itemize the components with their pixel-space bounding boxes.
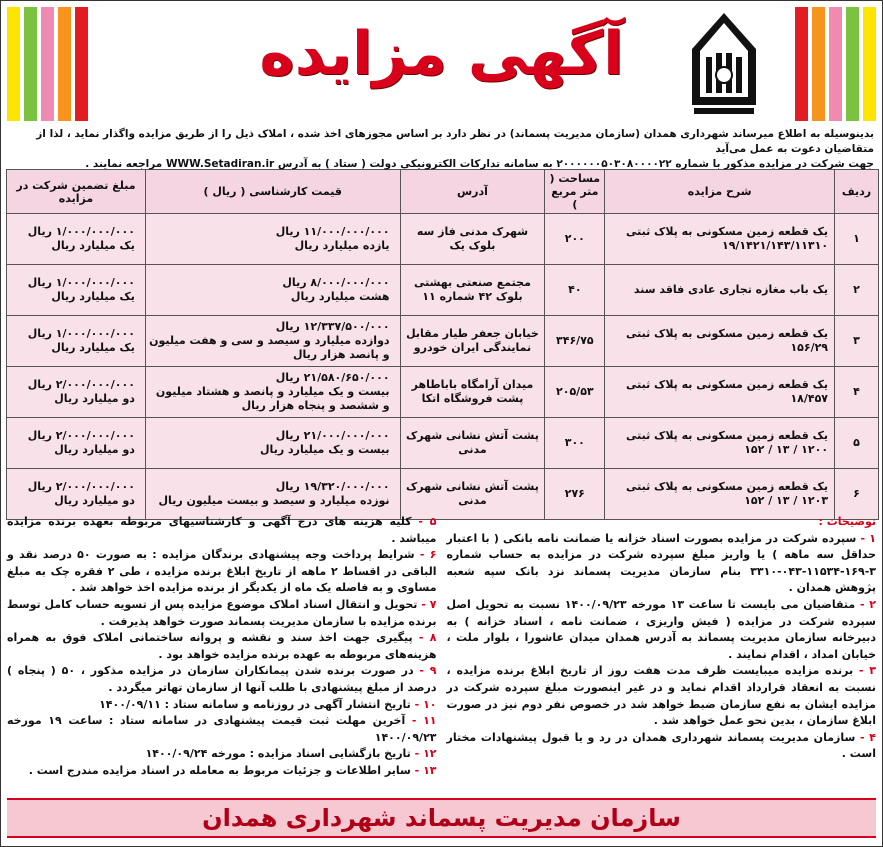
column-header-description: شرح مزایده [605,170,835,214]
row-description: یک قطعه زمین مسکونی به پلاک ثبتی ۱۲۰۳ / ۱۳ / ۱۵۲ [605,469,835,520]
row-number: ۴ [835,367,879,418]
guarantee-words: یک میلیارد ریال [51,239,135,252]
column-header-row-number: ردیف [835,170,879,214]
guarantee-words: دو میلیارد ریال [54,443,135,456]
note-item [7,663,437,696]
guarantee-digits: ۲/۰۰۰/۰۰۰/۰۰۰ ریال [27,429,135,442]
note-number: ۲ - [859,597,876,611]
note-number: ۱ - [860,531,876,545]
row-price [145,214,400,265]
column-header-guarantee: مبلغ تضمین شرکت در مزایده [7,170,146,214]
row-price [145,469,400,520]
price-digits: ۱۹/۳۲۰/۰۰۰/۰۰۰ ریال [275,480,390,493]
note-item [447,531,877,597]
row-price [145,316,400,367]
note-item [7,746,437,763]
note-item [7,697,437,714]
intro-text [1,127,882,169]
row-area: ۴۰ [545,265,605,316]
note-item [7,597,437,630]
price-words: بیست و یک میلیارد و پانصد و هشتاد میلیون و ششصد و پنجاه هزار ریال [155,385,390,412]
table-row [7,214,879,265]
note-number: ۱۲ - [414,747,437,761]
intro-line-2: جهت شرکت در مزایده مذکور با شماره ۲۰۰۰۰۰۰۵۰۳۰۸۰۰۰۰۲۲ به سامانه تدارکات الکترونیکی دولت ( ستاد ) به آدرس WWW.Setadiran.ir مراجعه نمایند . [85,158,874,170]
note-number: ۵ - [418,515,437,528]
column-header-address: آدرس [400,170,545,214]
header [1,1,882,127]
note-item [447,730,877,763]
table-row [7,469,879,520]
note-text: سایر اطلاعات و جزئیات مربوط به معامله در اسناد مزایده مندرج است . [28,763,411,777]
hamedan-municipality-logo-icon [684,9,764,119]
auction-table [6,169,879,520]
note-text: کلیه هزینه های درج آگهی و کارشناسیهای مربوطه بعهده برنده مزایده میباشد . [7,515,437,545]
price-words: هشت میلیارد ریال [290,290,390,303]
row-number: ۶ [835,469,879,520]
table-row [7,265,879,316]
note-number: ۶ - [419,548,437,562]
note-item [7,630,437,663]
row-area: ۲۰۰ [545,214,605,265]
row-description: یک قطعه زمین مسکونی به پلاک ثبتی ۱۲۰۰ / ۱۳ / ۱۵۲ [605,418,835,469]
row-address: پشت آتش نشانی شهرک مدنی [400,418,545,469]
notes-column-right [447,514,877,794]
row-price [145,418,400,469]
row-number: ۲ [835,265,879,316]
note-item [447,597,877,663]
guarantee-digits: ۲/۰۰۰/۰۰۰/۰۰۰ ریال [27,480,135,493]
row-address: میدان آرامگاه باباطاهر پشت فروشگاه اتکا [400,367,545,418]
row-address: خیابان جعفر طیار مقابل نمایندگی ایران خودرو [400,316,545,367]
price-words: نوزده میلیارد و سیصد و بیست میلیون ریال [158,494,390,507]
row-guarantee [7,265,146,316]
note-number: ۴ - [860,730,876,744]
price-words: یازده میلیارد ریال [294,239,390,252]
table-row [7,316,879,367]
note-item [7,713,437,746]
row-area: ۲۰۵/۵۳ [545,367,605,418]
note-text: شرایط پرداخت وجه پیشنهادی برندگان مزایده : به صورت ۵۰ درصد نقد و الباقی در اقساط ۲ ماهه از تاریخ ابلاغ برنده مزایده ، طی ۲ فقره چک به مبلغ مساوی و به فاصله یک ماه از یکدیگر از برنده مزایده اخذ خواهد شد . [7,548,437,595]
row-price [145,367,400,418]
note-text: در صورت برنده شدن پیمانکاران سازمان در مزایده مذکور ، ۵۰ ( پنجاه ) درصد از مبلغ پیشنهادی با طلب آنها از سازمان تهاتر میگردد . [7,664,437,694]
price-words: بیست و یک میلیارد ریال [260,443,390,456]
note-text: پیگیری جهت اخذ سند و نقشه و پروانه ساختمانی املاک فوق به همراه هزینه‌های مربوطه به عهده برنده مزایده خواهد بود . [7,631,437,661]
row-price [145,265,400,316]
price-words: دوازده میلیارد و سیصد و سی و هفت میلیون و پانصد هزار ریال [149,334,390,361]
row-guarantee [7,316,146,367]
note-text: تاریخ بازگشایی اسناد مزایده : مورخه ۱۴۰۰/۰۹/۲۴ [145,747,411,761]
intro-line-1: بدینوسیله به اطلاع میرساند شهرداری همدان (سازمان مدیریت پسماند) در نظر دارد بر اساس مجوزهای اخذ شده ، املاک ذیل را از طریق مزایده واگذار نماید ، لذا از متقاضیان دعوت به عمل می‌آید [36,128,874,155]
price-digits: ۸/۰۰۰/۰۰۰/۰۰۰ ریال [282,276,390,289]
row-address: پشت آتش نشانی شهرک مدنی [400,469,545,520]
note-text: آخرین مهلت ثبت قیمت پیشنهادی در سامانه ستاد : ساعت ۱۹ مورخه ۱۴۰۰/۰۹/۲۳ [7,714,437,744]
row-area: ۳۴۶/۷۵ [545,316,605,367]
row-address: مجتمع صنعتی بهشتی بلوک ۴۲ شماره ۱۱ [400,265,545,316]
note-number: ۳ - [858,664,876,678]
guarantee-digits: ۲/۰۰۰/۰۰۰/۰۰۰ ریال [27,378,135,391]
row-area: ۳۰۰ [545,418,605,469]
guarantee-words: دو میلیارد ریال [54,392,135,405]
row-description: یک قطعه زمین مسکونی به پلاک ثبتی ۱۸/۴۵۷ [605,367,835,418]
guarantee-digits: ۱/۰۰۰/۰۰۰/۰۰۰ ریال [27,276,135,289]
note-number: ۷ - [421,597,437,611]
guarantee-words: دو میلیارد ریال [54,494,135,507]
price-digits: ۲۱/۵۸۰/۶۵۰/۰۰۰ ریال [275,371,390,384]
price-digits: ۱۲/۳۳۷/۵۰۰/۰۰۰ ریال [275,320,390,333]
decorative-stripes-left [5,7,90,121]
row-description: یک باب مغازه تجاری عادی فاقد سند [605,265,835,316]
note-number: ۱۳ - [414,763,437,777]
note-item [7,514,437,547]
row-guarantee [7,367,146,418]
note-item [7,547,437,597]
notes-section [7,514,876,794]
notes-heading: توضیحات : [818,515,876,528]
row-number: ۱ [835,214,879,265]
table-header-row [7,170,879,214]
decorative-stripes-right [793,7,878,121]
note-number: ۱۱ - [411,714,437,728]
row-guarantee [7,469,146,520]
guarantee-words: یک میلیارد ریال [51,341,135,354]
column-header-area: مساحت ( متر مربع ) [545,170,605,214]
note-text: تحویل و انتقال اسناد املاک موضوع مزایده پس از تسویه حساب کامل توسط برنده مزایده با سازمان مدیریت پسماند صورت خواهد پذیرفت . [7,597,437,628]
row-number: ۵ [835,418,879,469]
notes-column-left [7,514,437,794]
row-description: یک قطعه زمین مسکونی به پلاک ثبتی ۱۵۶/۲۹ [605,316,835,367]
row-guarantee [7,418,146,469]
row-area: ۲۷۶ [545,469,605,520]
row-description: یک قطعه زمین مسکونی به پلاک ثبتی ۱۹/۱۴۲۱/۱۴۳/۱۱۳۱۰ [605,214,835,265]
note-text: تاریخ انتشار آگهی در روزنامه و سامانه ستاد : ۱۴۰۰/۰۹/۱۱ [99,697,411,711]
column-header-expert-price: قیمت کارشناسی ( ریال ) [145,170,400,214]
row-guarantee [7,214,146,265]
note-item [7,763,437,780]
note-text: متقاضیان می بایست تا ساعت ۱۳ مورخه ۱۴۰۰/۰۹/۲۳ نسبت به تحویل اصل سپرده شرکت در مزایده ( فیش واریزی ، ضمانت نامه ، اسناد خزانه ) به دبیرخانه سازمان مدیریت پسماند به آدرس همدان میدان عاشورا ، بلوار ملت ، خیابان امداد ، اقدام نمایند . [446,597,876,661]
guarantee-digits: ۱/۰۰۰/۰۰۰/۰۰۰ ریال [27,225,135,238]
row-address: شهرک مدنی فاز سه بلوک یک [400,214,545,265]
footer-organization-name: سازمان مدیریت پسماند شهرداری همدان [202,804,681,832]
price-digits: ۱۱/۰۰۰/۰۰۰/۰۰۰ ریال [275,225,390,238]
note-text: سپرده شرکت در مزایده بصورت اسناد خزانه یا ضمانت نامه بانکی ( با اعتبار حداقل سه ماهه ) یا واریز مبلغ سپرده شرکت در مزایده به حساب شماره ۳-۱۶۹-۱۱۵۳۴-۰۴۳-۳۳۱۰ بنام سازمان مدیریت پسماند نزد بانک سپه شعبه پژوهش همدان . [446,531,876,595]
note-number: ۸ - [418,631,437,645]
note-text: برنده مزایده میبایست ظرف مدت هفت روز از تاریخ ابلاغ برنده مزایده ، نسبت به انعقاد قرارداد اقدام نماید و در غیر اینصورت مبلغ سپرده شرکت در مزایده ایشان به نفع سازمان ضبط خواهد شد در خصوص نفر دوم نیز در صورت ابلاغ سازمان ، بدین نحو عمل خواهد شد . [446,664,876,728]
footer-banner [7,798,876,838]
note-text: سازمان مدیریت پسماند شهرداری همدان در رد و یا قبول پیشنهادات مختار است . [446,730,876,761]
table-row [7,418,879,469]
page-title: آگهی مزایده [259,19,624,89]
guarantee-words: یک میلیارد ریال [51,290,135,303]
note-number: ۹ - [419,664,437,678]
table-row [7,367,879,418]
note-item [447,663,877,729]
price-digits: ۲۱/۰۰۰/۰۰۰/۰۰۰ ریال [275,429,390,442]
row-number: ۳ [835,316,879,367]
guarantee-digits: ۱/۰۰۰/۰۰۰/۰۰۰ ریال [27,327,135,340]
note-number: ۱۰ - [414,697,437,711]
